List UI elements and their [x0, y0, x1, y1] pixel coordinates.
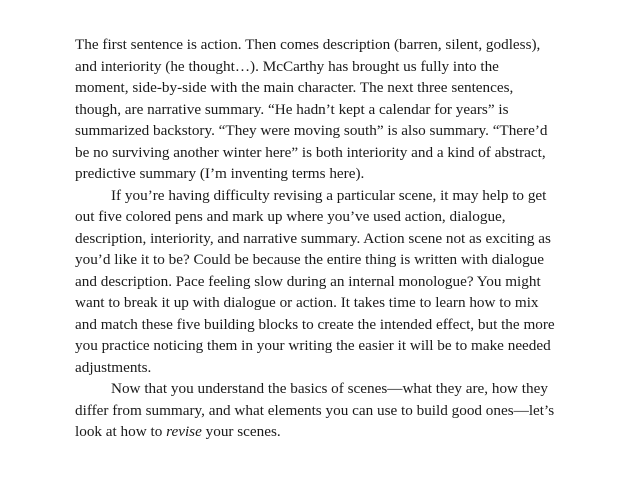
paragraph-revising-tips: If you’re having difficulty revising a particular scene, it may help to get out five colored pens and mark up where you’ve used action, dialogue, description, interiority, and narrative summary. Action scene not as exciting as you’d like it to be? Could be because the entire thing is written with dialogue and description. Pace feeling slow during an internal monologue? You might want to break it up with dialogue or action. It takes time to learn how to mix and match these five building blocks to create the intended effect, but the more you practice noticing them in your writing the easier it will be to make needed adjustments.: [75, 186, 555, 376]
transition-text-after: your scenes.: [201, 423, 281, 440]
emphasized-word: revise: [166, 423, 202, 440]
transition-text-before: Now that you understand the basics of scenes—what they are, how they differ from summary, and what elements you can use to build good ones—let’s look at how to: [75, 380, 555, 440]
paragraph-action-analysis: The first sentence is action. Then comes description (barren, silent, godless), and interiority (he thought…). McCarthy has brought us fully into the moment, side-by-side with the main character. The next three sentences, though, are narrative summary. “He hadn’t kept a calendar for years” is summarized backstory. “They were moving south” is also summary. “There’d be no surviving another winter here” is both interiority and a kind of abstract, predictive summary (I’m inventing terms here).: [75, 36, 548, 182]
paragraph-transition: [75, 378, 555, 443]
document-page: [75, 34, 555, 443]
